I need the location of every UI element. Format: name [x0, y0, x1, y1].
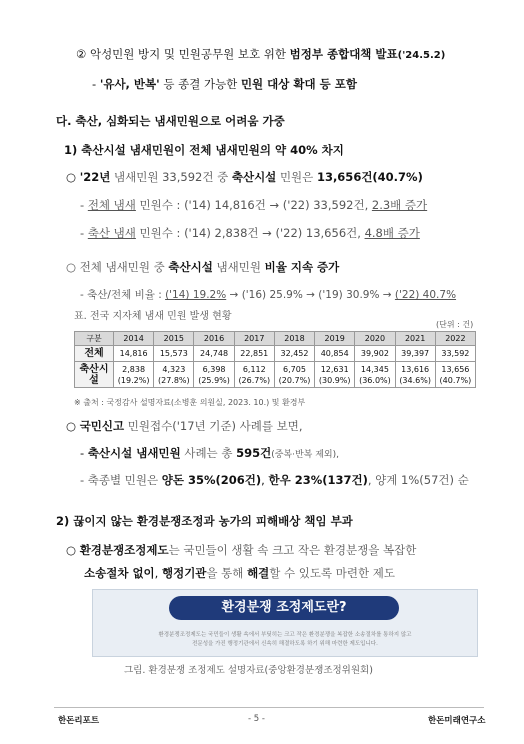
text: ○ 전체 냄새민원 중: [66, 260, 169, 274]
cell-pct: (30.9%): [318, 375, 351, 385]
policy-text: ② 악성민원 방지 및 민원공무원 보호 위한: [76, 47, 290, 61]
table-cell: [234, 362, 274, 388]
header-cell: 구분: [75, 332, 114, 346]
header-cell: 2022: [435, 332, 475, 346]
header-cell: 2018: [274, 332, 314, 346]
table-cell: [315, 362, 355, 388]
cell-pct: (26.7%): [238, 375, 271, 385]
text: 민원접수('17년 기준) 사례를 보면,: [124, 419, 303, 433]
table-cell: [274, 362, 314, 388]
subheading-1: 1) 축산시설 냄새민원이 전체 냄새민원의 약 40% 차지: [64, 143, 344, 157]
text: 냄새민원: [212, 260, 265, 274]
dash: -: [92, 77, 100, 91]
table-row: [75, 346, 476, 362]
table-cell: 39,397: [395, 346, 435, 362]
policy-line-2: [92, 76, 357, 92]
cell-value: 13,656: [441, 364, 470, 374]
circle-bullet-icon: ○: [66, 419, 80, 433]
text: 민원수 : ('14) 14,816건 → ('22) 33,592건,: [135, 198, 372, 212]
detail-2: [80, 225, 420, 241]
underlined-value: 4.8배 증가: [364, 226, 420, 240]
table-cell: 14,816: [114, 346, 154, 362]
text: ,: [261, 473, 269, 487]
figure-text-line-2: 전문성을 가진 행정기관에서 신속히 해결하도록 하기 위해 마련한 제도입니다.: [192, 641, 378, 647]
header-cell: 2019: [315, 332, 355, 346]
bullet-1: [66, 169, 423, 185]
table-cell: [114, 362, 154, 388]
table-cell: 24,748: [194, 346, 234, 362]
footer-left: 한돈리포트: [58, 716, 100, 726]
cell-pct: (40.7%): [439, 375, 472, 385]
table-unit: (단위 : 건): [436, 320, 474, 329]
text: 을 통해: [206, 566, 248, 580]
bullet-2: [66, 259, 339, 275]
section-heading-da: 다. 축산, 심화되는 냄새민원으로 어려움 가중: [56, 114, 285, 128]
circle-bullet-icon: ○: [66, 170, 80, 184]
table-cell: 39,902: [355, 346, 395, 362]
footer-divider: [54, 707, 484, 708]
text: - 축산/전체 비율 :: [80, 289, 166, 301]
table-cell: 22,851: [234, 346, 274, 362]
highlight: 비율 지속 증가: [264, 260, 340, 274]
text: 사례는 총: [180, 446, 237, 460]
header-cell: 2015: [154, 332, 194, 346]
header-cell: 2021: [395, 332, 435, 346]
text: 등 종결 가능한: [159, 77, 241, 91]
underlined-term: 전체 냄새: [87, 198, 136, 212]
odor-complaint-table: [74, 331, 476, 388]
cell-pct: (34.6%): [399, 375, 431, 385]
table-cell: 40,854: [315, 346, 355, 362]
footer-right: 한돈미래연구소: [428, 716, 486, 726]
underlined-term: 축산 냄새: [87, 226, 136, 240]
dash: -: [80, 198, 88, 212]
table-source: ※ 출처 : 국정감사 설명자료(소병훈 의원실, 2023. 10.) 및 환경부: [74, 398, 306, 407]
table-row: [75, 362, 476, 388]
policy-line-1: [76, 46, 445, 62]
highlight: 축산시설: [168, 260, 213, 274]
highlight: 소송절차 없이: [84, 566, 155, 580]
cell-value: 14,345: [360, 364, 389, 374]
cell-value: 4,323: [162, 364, 186, 374]
text: , 양계 1%(57건) 순: [367, 473, 469, 487]
row-label: 축산시설: [75, 362, 114, 388]
cell-pct: (19.2%): [117, 375, 150, 385]
quoted-term: '유사, 반복': [99, 77, 160, 91]
table-cell: 32,452: [274, 346, 314, 362]
text: 할 수 있도록 마련한 제도: [269, 566, 395, 580]
text: 는 국민들이 생활 속 크고 작은 환경분쟁을 복잡한: [168, 543, 417, 557]
highlight: 한우 23%(137건): [268, 473, 368, 487]
policy-date: ('24.5.2): [397, 50, 446, 61]
page-number: - 5 -: [248, 714, 265, 724]
cell-value: 6,112: [242, 364, 266, 374]
year: '22년: [79, 170, 111, 184]
circle-bullet-icon: ○: [66, 543, 80, 557]
table-cell: [355, 362, 395, 388]
header-cell: 2017: [234, 332, 274, 346]
cell-value: 6,398: [202, 364, 226, 374]
text: 냄새민원 33,592건 중: [110, 170, 232, 184]
policy-highlight: 범정부 종합대책 발표: [289, 47, 398, 61]
header-cell: 2016: [194, 332, 234, 346]
table-cell: [395, 362, 435, 388]
dash: -: [80, 446, 88, 460]
cell-value: 12,631: [320, 364, 349, 374]
text: - 축종별 민원은: [80, 473, 162, 487]
detail-3: [80, 287, 456, 302]
highlight-count: 595건: [236, 446, 272, 460]
highlight: 해결: [247, 566, 270, 580]
cell-pct: (36.0%): [359, 375, 391, 385]
table-cell: 15,573: [154, 346, 194, 362]
row-label: 전체: [75, 346, 114, 362]
text: 민원은: [276, 170, 317, 184]
note: (중복·반복 제외),: [271, 450, 339, 460]
cell-pct: (27.8%): [158, 375, 190, 385]
underlined-value: 2.3배 증가: [371, 198, 428, 212]
cell-value: 6,705: [283, 364, 306, 374]
subheading-2: 2) 끊이지 않는 환경분쟁조정과 농가의 피해배상 책임 부과: [56, 514, 353, 528]
figure-text-line-1: 환경분쟁조정제도는 국민들이 생활 속에서 부딪히는 크고 작은 환경분쟁을 복잡한 소송절차를 통하지 않고: [158, 632, 412, 638]
table-cell: 33,592: [435, 346, 475, 362]
text: 민원수 : ('14) 2,838건 → ('22) 13,656건,: [135, 226, 365, 240]
cell-value: 2,838: [122, 364, 146, 374]
detail-5: [80, 472, 469, 488]
header-cell: 2014: [114, 332, 154, 346]
highlight: 양돈 35%(206건): [161, 473, 262, 487]
highlight-count: 13,656건(40.7%): [316, 170, 423, 184]
detail-4: [80, 445, 339, 461]
highlight: 국민신고: [79, 419, 125, 433]
detail-1: [80, 197, 427, 213]
table-cell: [194, 362, 234, 388]
table-cell: [154, 362, 194, 388]
table-title: 표. 전국 지자체 냄새 민원 발생 현황: [74, 311, 232, 322]
underlined-value: ('22) 40.7%: [394, 289, 457, 301]
cell-pct: (20.7%): [278, 375, 311, 385]
highlight: 축산시설 냄새민원: [87, 446, 181, 460]
explanation-figure: [92, 589, 478, 657]
highlight: 민원 대상 확대 등 포함: [240, 77, 357, 91]
highlight: 축산시설: [231, 170, 277, 184]
figure-banner: 환경분쟁 조정제도란?: [169, 596, 399, 620]
bullet-3: [66, 418, 303, 434]
cell-pct: (25.9%): [198, 375, 230, 385]
bullet-4-continued: [84, 565, 395, 581]
underlined-value: ('14) 19.2%: [165, 289, 227, 301]
table-cell: [435, 362, 475, 388]
figure-caption: 그림. 환경분쟁 조정제도 설명자료(중앙환경분쟁조정위원회): [124, 665, 373, 676]
dash: -: [80, 226, 88, 240]
cell-value: 13,616: [401, 364, 430, 374]
header-cell: 2020: [355, 332, 395, 346]
highlight: 환경분쟁조정제도: [79, 543, 169, 557]
bullet-4: [66, 542, 416, 558]
table-header-row: [75, 332, 476, 346]
text: ,: [154, 566, 162, 580]
text: → ('16) 25.9% → ('19) 30.9% →: [226, 289, 395, 301]
highlight: 행정기관: [161, 566, 207, 580]
